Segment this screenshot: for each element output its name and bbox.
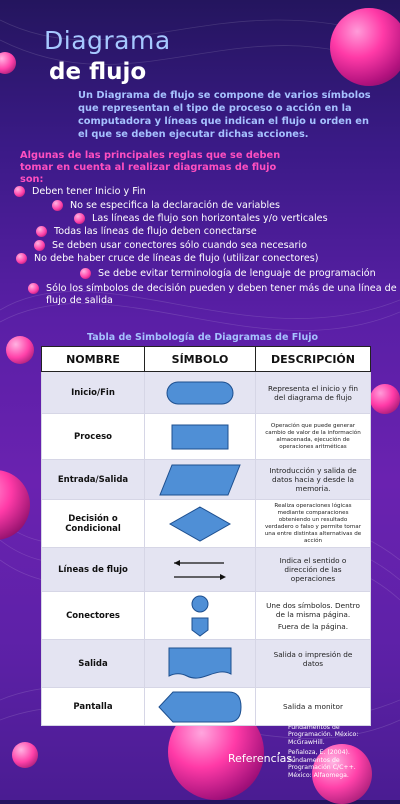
process-symbol-icon [170, 423, 230, 451]
reference-item: • Peñaloza, E. (2004). Fundamentos de Programación C/C++. México: Alfaomega. [288, 749, 374, 779]
bullet-sphere-icon [34, 240, 45, 251]
symbol-name: Decisión o Condicional [42, 500, 145, 548]
decorative-sphere [0, 52, 16, 74]
symbol-table [41, 346, 371, 726]
bullet-sphere-icon [36, 226, 47, 237]
rule-text: No se especifica la declaración de variables [70, 200, 281, 211]
table-row [42, 460, 371, 500]
decorative-sphere [330, 8, 400, 86]
symbol-name: Líneas de flujo [42, 548, 145, 592]
symbol-description: Introducción y salida de datos hacia y desde la memoria. [256, 460, 371, 500]
bullet-sphere-icon [28, 283, 39, 294]
table-title: Tabla de Simbología de Diagramas de Flujo [87, 332, 318, 343]
rule-text: Las líneas de flujo son horizontales y/o verticales [92, 213, 328, 224]
table-row [42, 592, 371, 640]
rule-text: Se debe evitar terminología de lenguaje de programación [98, 268, 376, 279]
decorative-sphere [12, 742, 38, 768]
flow-lines-icon [172, 557, 228, 583]
symbol-name: Inicio/Fin [42, 372, 145, 414]
table-row [42, 500, 371, 548]
bullet-sphere-icon [52, 200, 63, 211]
column-header-symbol: SÍMBOLO [145, 347, 256, 372]
symbol-description: Representa el inicio y fin del diagrama de flujo [256, 372, 371, 414]
rule-text: Deben tener Inicio y Fin [32, 186, 146, 197]
table-row [42, 548, 371, 592]
rule-text: Todas las líneas de flujo deben conectarse [54, 226, 257, 237]
symbol-description: Realiza operaciones lógicas mediante comparaciones obteniendo un resultado verdadero o falso y permite tomar una entre distintas alternativas de acción [256, 500, 371, 548]
decision-symbol-icon [168, 505, 232, 543]
terminal-symbol-icon [165, 380, 235, 406]
reference-item: • Joyanes, L. (2020). Fundamentos de Programación. México: McGrawHill. [288, 716, 374, 746]
symbol-description: Salida o impresión de datos [256, 640, 371, 688]
column-header-name: NOMBRE [42, 347, 145, 372]
page-title-line2: de flujo [49, 59, 147, 85]
rules-heading: Algunas de las principales reglas que se deben tomar en cuenta al realizar diagramas de flujo son: [20, 150, 281, 185]
intro-paragraph: Un Diagrama de flujo se compone de varios símbolos que representan el tipo de proceso o acción en la computadora y líneas que indican el flujo u orden en el que se deben ejecutar dichas acciones. [78, 90, 371, 140]
symbol-description: Operación que puede generar cambio de valor de la información almacenada, ejecución de operaciones aritméticas [256, 414, 371, 460]
page-title-line1: Diagrama [44, 26, 171, 55]
symbol-name: Proceso [42, 414, 145, 460]
bullet-sphere-icon [80, 268, 91, 279]
document-symbol-icon [167, 646, 233, 682]
decorative-sphere [6, 336, 34, 364]
symbol-description: Indica el sentido o dirección de las operaciones [256, 548, 371, 592]
table-row [42, 640, 371, 688]
symbol-name: Entrada/Salida [42, 460, 145, 500]
connector-symbols-icon [185, 594, 215, 638]
symbol-name: Salida [42, 640, 145, 688]
bullet-sphere-icon [74, 213, 85, 224]
bullet-sphere-icon [16, 253, 27, 264]
io-symbol-icon [158, 463, 242, 497]
bullet-sphere-icon [14, 186, 25, 197]
rule-text: No debe haber cruce de líneas de flujo (utilizar conectores) [34, 253, 319, 264]
display-symbol-icon [157, 690, 243, 724]
rule-text: Se deben usar conectores sólo cuando sea necesario [52, 240, 307, 251]
symbol-name: Pantalla [42, 688, 145, 726]
connector-description-other-page: Fuera de la página. [277, 621, 349, 631]
connector-description-same-page: Une dos símbolos. Dentro de la misma página. [266, 600, 360, 619]
decorative-sphere [370, 384, 400, 414]
references-list [278, 716, 374, 782]
table-row [42, 372, 371, 414]
table-row [42, 414, 371, 460]
rule-text: Sólo los símbolos de decisión pueden y deben tener más de una línea de flujo de salida [46, 283, 397, 306]
decorative-sphere [0, 470, 30, 540]
references-label: Referencias: [228, 752, 296, 765]
symbol-name: Conectores [42, 592, 145, 640]
symbol-description: Salida a monitor [256, 688, 371, 726]
column-header-description: DESCRIPCIÓN [256, 347, 371, 372]
